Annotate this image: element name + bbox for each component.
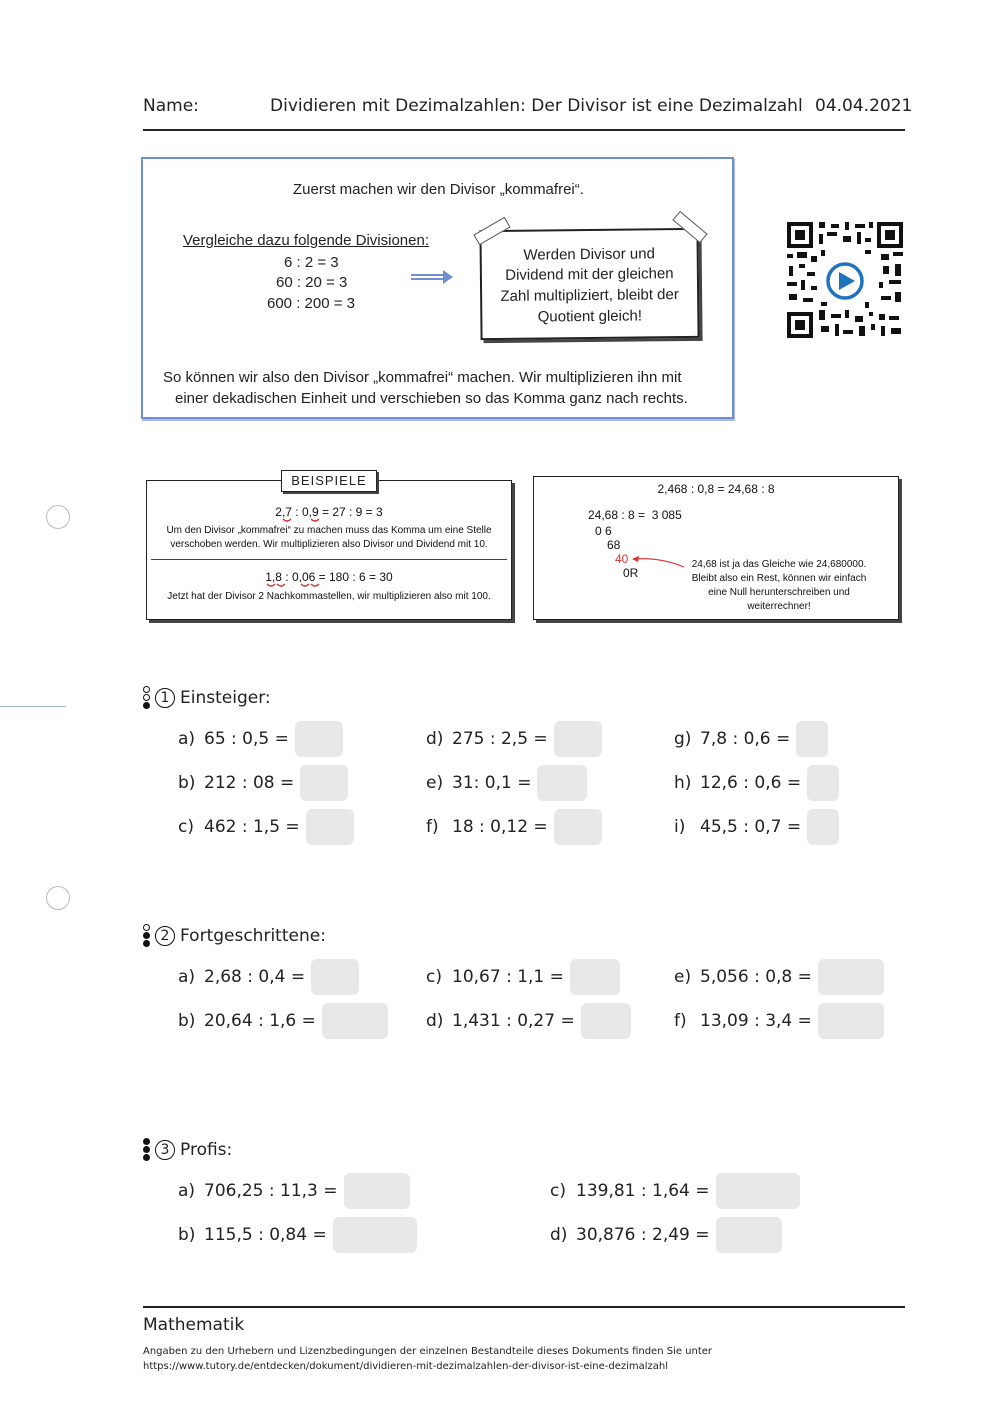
difficulty-1-icon bbox=[143, 686, 151, 709]
answer-field[interactable] bbox=[807, 765, 839, 801]
long-note-1: 24,68 ist ja das Gleiche wie 24,680000. bbox=[691, 559, 867, 570]
rule-note bbox=[479, 228, 699, 340]
task-label: c) bbox=[426, 967, 442, 987]
answer-field[interactable] bbox=[311, 959, 359, 995]
answer-field[interactable] bbox=[818, 959, 884, 995]
task-expr: 31: 0,1 = bbox=[452, 773, 532, 793]
note-line-2: Dividend mit der gleichen bbox=[505, 265, 674, 284]
note-line-1: Werden Divisor und bbox=[523, 245, 655, 264]
qr-code-icon[interactable] bbox=[785, 220, 905, 340]
shift-arrows-2 bbox=[265, 582, 321, 590]
answer-field[interactable] bbox=[344, 1173, 410, 1209]
page-title: Dividieren mit Dezimalzahlen: Der Divisor ist eine Dezimalzahl bbox=[270, 96, 803, 116]
answer-field[interactable] bbox=[333, 1217, 417, 1253]
section-3-number: 3 bbox=[155, 1140, 175, 1160]
play-icon[interactable] bbox=[828, 264, 862, 298]
task-label: c) bbox=[550, 1181, 566, 1201]
task-label: d) bbox=[426, 729, 444, 749]
task-label: b) bbox=[178, 1011, 196, 1031]
intro-heading: Zuerst machen wir den Divisor „kommafrei“. bbox=[293, 181, 584, 198]
examples-badge: BEISPIELE bbox=[281, 470, 377, 492]
task-label: e) bbox=[674, 967, 692, 987]
answer-field[interactable] bbox=[554, 721, 602, 757]
long-division-line-4: 40 bbox=[615, 552, 629, 566]
task-label: e) bbox=[426, 773, 444, 793]
section-2-number: 2 bbox=[155, 926, 175, 946]
task-2b bbox=[178, 1003, 388, 1039]
task-2f bbox=[674, 1003, 884, 1039]
long-note-2: Bleibt also ein Rest, können wir einfach bbox=[691, 573, 867, 584]
task-1c bbox=[178, 809, 354, 845]
task-label: d) bbox=[426, 1011, 444, 1031]
task-expr: 30,876 : 2,49 = bbox=[576, 1225, 710, 1245]
division-1: 6 : 2 = 3 bbox=[284, 254, 339, 271]
legal-line-1: Angaben zu den Urhebern und Lizenzbedingungen der einzelnen Bestandteile dieses Dokuments finden Sie unter bbox=[143, 1346, 713, 1357]
task-3c bbox=[550, 1173, 800, 1209]
example-1-text-2: verschoben werden. Wir multiplizieren also Divisor und Dividend mit 10. bbox=[170, 539, 488, 550]
example-1-text-1: Um den Divisor „kommafrei“ zu machen muss das Komma um eine Stelle bbox=[166, 525, 492, 536]
note-line-4: Quotient gleich! bbox=[537, 307, 643, 326]
division-3: 600 : 200 = 3 bbox=[267, 295, 355, 312]
answer-field[interactable] bbox=[716, 1217, 782, 1253]
section-2-title bbox=[143, 924, 326, 947]
task-2d bbox=[426, 1003, 631, 1039]
division-2: 60 : 20 = 3 bbox=[276, 274, 348, 291]
task-expr: 20,64 : 1,6 = bbox=[204, 1011, 316, 1031]
answer-field[interactable] bbox=[581, 1003, 631, 1039]
compare-label: Vergleiche dazu folgende Divisionen: bbox=[183, 232, 429, 249]
long-division-line-3: 68 bbox=[607, 538, 621, 552]
section-1-label: Einsteiger: bbox=[180, 687, 271, 708]
punch-hole-top bbox=[46, 505, 70, 529]
long-division-line-1: 24,68 : 8 = 3 085 bbox=[588, 508, 682, 522]
task-3a bbox=[178, 1173, 410, 1209]
answer-field[interactable] bbox=[570, 959, 620, 995]
answer-field[interactable] bbox=[716, 1173, 800, 1209]
task-expr: 1,431 : 0,27 = bbox=[452, 1011, 575, 1031]
date: 04.04.2021 bbox=[815, 96, 913, 116]
task-3d bbox=[550, 1217, 782, 1253]
task-3b bbox=[178, 1217, 417, 1253]
task-label: f) bbox=[674, 1011, 687, 1031]
task-expr: 7,8 : 0,6 = bbox=[700, 729, 791, 749]
name-label: Name: bbox=[143, 96, 199, 116]
task-label: b) bbox=[178, 1225, 196, 1245]
section-1-title bbox=[143, 686, 271, 709]
note-line-3: Zahl multipliziert, bleibt der bbox=[500, 286, 679, 305]
task-1g bbox=[674, 721, 828, 757]
task-label: d) bbox=[550, 1225, 568, 1245]
footer-rule bbox=[143, 1306, 905, 1308]
task-expr: 10,67 : 1,1 = bbox=[452, 967, 564, 987]
task-expr: 462 : 1,5 = bbox=[204, 817, 300, 837]
long-note-4: weiterrechner! bbox=[747, 601, 811, 612]
example-2-equation: 1,8 : 0,06 = 180 : 6 = 30 bbox=[265, 570, 393, 584]
task-label: g) bbox=[674, 729, 692, 749]
task-label: a) bbox=[178, 1181, 196, 1201]
task-1i bbox=[674, 809, 839, 845]
subject-label: Mathematik bbox=[143, 1315, 245, 1335]
example-1-equation: 2,7 : 0,9 = 27 : 9 = 3 bbox=[275, 505, 383, 519]
task-1f bbox=[426, 809, 602, 845]
task-2c bbox=[426, 959, 620, 995]
header-rule bbox=[143, 129, 905, 131]
long-division-line-5: 0R bbox=[623, 566, 639, 580]
task-expr: 706,25 : 11,3 = bbox=[204, 1181, 338, 1201]
fold-mark bbox=[0, 706, 66, 707]
section-3-label: Profis: bbox=[180, 1139, 233, 1160]
task-expr: 139,81 : 1,64 = bbox=[576, 1181, 710, 1201]
task-1a bbox=[178, 721, 343, 757]
task-expr: 12,6 : 0,6 = bbox=[700, 773, 802, 793]
task-label: b) bbox=[178, 773, 196, 793]
task-expr: 65 : 0,5 = bbox=[204, 729, 289, 749]
task-expr: 13,09 : 3,4 = bbox=[700, 1011, 812, 1031]
difficulty-2-icon bbox=[143, 924, 151, 947]
section-1-number: 1 bbox=[155, 688, 175, 708]
task-expr: 212 : 08 = bbox=[204, 773, 295, 793]
legal-link[interactable]: https://www.tutory.de/entdecken/dokument/dividieren-mit-dezimalzahlen-der-divisor-ist-eine-dezimalzahl bbox=[143, 1361, 669, 1372]
answer-field[interactable] bbox=[554, 809, 602, 845]
long-division-line-2: 0 6 bbox=[595, 524, 612, 538]
task-label: h) bbox=[674, 773, 692, 793]
task-label: a) bbox=[178, 967, 196, 987]
answer-field[interactable] bbox=[295, 721, 343, 757]
answer-field[interactable] bbox=[306, 809, 354, 845]
example-2-text: Jetzt hat der Divisor 2 Nachkommastellen, wir multiplizieren also mit 100. bbox=[167, 591, 491, 602]
task-1b bbox=[178, 765, 348, 801]
task-label: i) bbox=[674, 817, 686, 837]
task-1h bbox=[674, 765, 839, 801]
task-expr: 275 : 2,5 = bbox=[452, 729, 548, 749]
long-division-title: 2,468 : 0,8 = 24,68 : 8 bbox=[657, 482, 775, 496]
task-label: f) bbox=[426, 817, 439, 837]
example-box-long-division bbox=[533, 476, 899, 620]
legal-notice bbox=[143, 1344, 712, 1374]
section-3-title bbox=[143, 1138, 232, 1161]
example-box-1 bbox=[146, 480, 512, 620]
task-expr: 115,5 : 0,84 = bbox=[204, 1225, 327, 1245]
arrow-right-icon bbox=[409, 269, 455, 285]
task-2a bbox=[178, 959, 359, 995]
answer-field[interactable] bbox=[807, 809, 839, 845]
task-expr: 5,056 : 0,8 = bbox=[700, 967, 812, 987]
task-1d bbox=[426, 721, 602, 757]
task-1e bbox=[426, 765, 587, 801]
answer-field[interactable] bbox=[300, 765, 348, 801]
example-divider bbox=[151, 559, 507, 560]
long-note-3: eine Null herunterschreiben und bbox=[708, 587, 850, 598]
difficulty-3-icon bbox=[143, 1138, 151, 1161]
task-expr: 2,68 : 0,4 = bbox=[204, 967, 306, 987]
punch-hole-bottom bbox=[46, 886, 70, 910]
task-2e bbox=[674, 959, 884, 995]
task-expr: 45,5 : 0,7 = bbox=[700, 817, 802, 837]
conclusion-line-2: einer dekadischen Einheit und verschieben so das Komma ganz nach rechts. bbox=[175, 390, 688, 407]
conclusion-line-1: So können wir also den Divisor „kommafrei“ machen. Wir multiplizieren ihn mit bbox=[163, 369, 682, 386]
task-expr: 18 : 0,12 = bbox=[452, 817, 548, 837]
task-label: c) bbox=[178, 817, 194, 837]
shift-arrows-1 bbox=[281, 517, 321, 525]
answer-field[interactable] bbox=[537, 765, 587, 801]
task-label: a) bbox=[178, 729, 196, 749]
answer-field[interactable] bbox=[322, 1003, 388, 1039]
answer-field[interactable] bbox=[818, 1003, 884, 1039]
section-2-label: Fortgeschrittene: bbox=[180, 925, 326, 946]
answer-field[interactable] bbox=[796, 721, 828, 757]
